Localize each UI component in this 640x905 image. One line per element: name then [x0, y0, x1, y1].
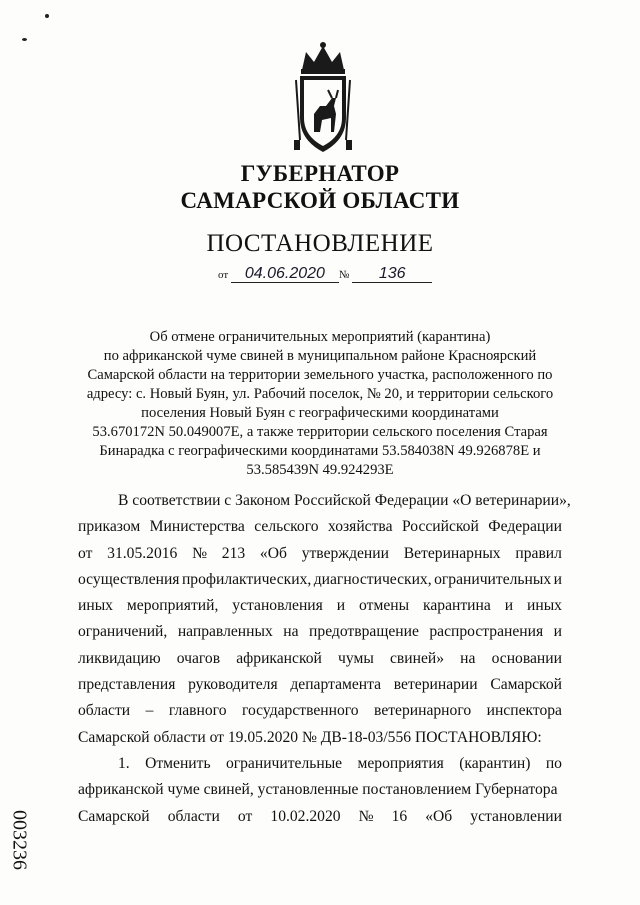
body-text: африканской чуме свиней, установленные постановлением Губернатора	[78, 781, 558, 799]
subject-line: 53.670172N 50.049007E, а также территории сельского поселения Старая	[92, 424, 548, 440]
registration-stamp	[6, 800, 32, 880]
body-word: Федерации	[488, 518, 562, 536]
body-word: инспектора	[486, 702, 562, 720]
body-word: ограничительные	[225, 754, 343, 772]
body-word: 10.02.2020	[270, 807, 341, 825]
body-line	[78, 804, 562, 830]
body-word: ветеринарного	[374, 702, 472, 720]
dateline	[218, 266, 432, 283]
body-word: государственного	[241, 702, 359, 720]
body-word: установлении	[470, 807, 562, 825]
body-word: иных	[527, 597, 562, 615]
body-word: ветеринарии	[393, 676, 478, 694]
body-line	[78, 725, 562, 751]
body-word: «Об	[259, 544, 287, 562]
body-line	[78, 672, 562, 698]
subject-line: Бинарадка с географическими координатами 53.584038N 49.926878E и	[99, 443, 541, 459]
subject-line: Самарской области на территории земельного участка, расположенного по	[87, 367, 553, 383]
body-word: руководителя	[188, 676, 278, 694]
body-word: Самарской	[490, 676, 562, 694]
subject-line: по африканской чуме свиней в муниципальном районе Красноярский	[103, 348, 537, 364]
body-word: «Об	[425, 807, 453, 825]
body-line	[78, 777, 562, 803]
body-line	[78, 514, 562, 540]
body-word: чумы	[338, 649, 374, 667]
body-word: 1.	[118, 754, 130, 772]
body-word: и	[553, 570, 562, 588]
body-line	[78, 541, 562, 567]
scan-speck	[22, 38, 27, 41]
body-word: отмены	[359, 597, 410, 615]
body-word: области	[78, 702, 131, 720]
body-line	[78, 593, 562, 619]
body-word: осуществления	[78, 570, 180, 588]
body-word: №	[358, 807, 374, 825]
body-line	[78, 488, 571, 514]
body-word: от	[237, 807, 253, 825]
body-word: распространения	[429, 623, 544, 641]
body-word: представления	[78, 676, 176, 694]
scan-speck	[45, 14, 49, 18]
body-word: и	[553, 623, 562, 641]
body-word: ограничительных	[434, 570, 552, 588]
subject-line: поселения Новый Буян с географическими координатами	[141, 405, 499, 421]
body-word: 213	[221, 544, 246, 562]
body-word: департамента	[290, 676, 382, 694]
document-subject	[60, 328, 580, 480]
document-type: ПОСТАНОВЛЕНИЕ	[206, 230, 434, 257]
body-text: Самарской области от 19.05.2020 № ДВ-18-03/556 ПОСТАНОВЛЯЮ:	[78, 728, 542, 746]
body-word: 16	[391, 807, 408, 825]
document-body	[78, 488, 571, 830]
body-word: хозяйства	[328, 518, 393, 536]
body-word: и	[504, 597, 514, 615]
body-word: и	[336, 597, 346, 615]
body-word: предотвращение	[309, 623, 419, 641]
date-from-label: от	[218, 269, 229, 281]
number-value: 136	[352, 266, 432, 283]
body-line	[78, 567, 562, 593]
date-value: 04.06.2020	[231, 266, 339, 283]
body-word: –	[145, 702, 154, 720]
body-word: по	[545, 754, 562, 772]
body-word: Самарской	[78, 807, 150, 825]
samara-coat-of-arms-icon	[292, 40, 354, 164]
body-word: очагов	[176, 649, 221, 667]
body-word: 31.05.2016	[107, 544, 178, 562]
body-word: сельского	[254, 518, 319, 536]
body-word: направленных	[177, 623, 273, 641]
body-word: на	[283, 623, 299, 641]
body-word: африканской	[236, 649, 322, 667]
stamp-number: 003236	[8, 810, 31, 870]
body-word: установления	[232, 597, 323, 615]
body-word: основании	[491, 649, 562, 667]
body-word: Министерства	[149, 518, 245, 536]
body-line	[78, 646, 562, 672]
body-word: ликвидацию	[78, 649, 161, 667]
body-line	[78, 619, 562, 645]
body-text: В соответствии с Законом Российской Федерации «О ветеринарии»,	[118, 492, 571, 509]
body-line	[78, 698, 562, 724]
body-word: диагностических,	[313, 570, 432, 588]
subject-line: 53.585439N 49.924293E	[246, 462, 394, 478]
body-word: области	[167, 807, 220, 825]
body-word: утверждении	[301, 544, 389, 562]
body-word: мероприятий,	[126, 597, 219, 615]
subject-line: адресу: с. Новый Буян, ул. Рабочий поселок, № 20, и территории сельского	[86, 386, 554, 402]
body-word: приказом	[78, 518, 141, 536]
body-line	[78, 751, 562, 777]
body-word: ограничений,	[78, 623, 168, 641]
number-label: №	[338, 269, 350, 281]
body-word: Ветеринарных	[403, 544, 501, 562]
title-governor: ГУБЕРНАТОР	[240, 161, 400, 186]
subject-line: Об отмене ограничительных мероприятий (карантина)	[149, 329, 491, 345]
body-word: главного	[168, 702, 227, 720]
body-word: Российской	[401, 518, 479, 536]
body-word: правил	[515, 544, 562, 562]
body-word: профилактических,	[181, 570, 312, 588]
body-word: свиней»	[389, 649, 445, 667]
body-word: (карантин)	[459, 754, 531, 772]
body-word: карантина	[423, 597, 491, 615]
title-samara-region: САМАРСКОЙ ОБЛАСТИ	[180, 188, 460, 213]
body-word: Отменить	[145, 754, 211, 772]
body-word: мероприятия	[357, 754, 444, 772]
body-word: от	[78, 544, 93, 562]
body-word: №	[192, 544, 207, 562]
body-word: на	[460, 649, 476, 667]
body-word: иных	[78, 597, 113, 615]
